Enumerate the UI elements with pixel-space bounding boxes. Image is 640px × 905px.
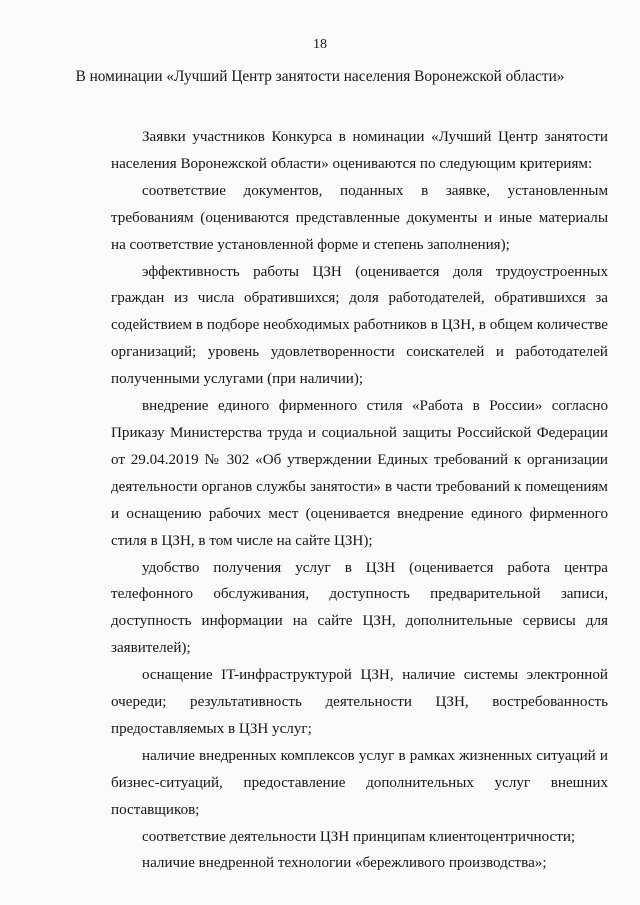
- page-number: 18: [313, 37, 327, 52]
- paragraph-criterion-lean-production: наличие внедренной технологии «бережливого производства»;: [142, 855, 547, 872]
- paragraph-criterion-client-centricity: соответствие деятельности ЦЗН принципам клиентоцентричности;: [142, 828, 576, 845]
- paragraph-criterion-it-infrastructure: оснащение IT-инфраструктурой ЦЗН, наличие системы электронной очереди; результативность деятельности ЦЗН, востребованность предоставляемых в ЦЗН услуг;: [111, 667, 608, 737]
- paragraph-criterion-documents: соответствие документов, поданных в заявке, установленным требованиям (оцениваются представленные документы и иные материалы на соответствие установленной форме и степень заполнения);: [111, 182, 608, 253]
- paragraph-criterion-efficiency: эффективность работы ЦЗН (оценивается доля трудоустроенных граждан из числа обратившихся; доля работодателей, обратившихся за содействием в подборе необходимых работников в ЦЗН, в общем количестве организаций; уровень удовлетворенности соискателей и работодателей полученными услугами (при наличии);: [111, 263, 608, 388]
- section-heading: В номинации «Лучший Центр занятости населения Воронежской области»: [75, 68, 565, 85]
- paragraph-criterion-service-packages: наличие внедренных комплексов услуг в рамках жизненных ситуаций и бизнес-ситуаций, предоставление дополнительных услуг внешних поставщиков;: [111, 747, 608, 818]
- paragraph-intro: Заявки участников Конкурса в номинации «Лучший Центр занятости населения Воронежской области» оцениваются по следующим критериям:: [111, 129, 608, 172]
- paragraph-criterion-corporate-style: внедрение единого фирменного стиля «Работа в России» согласно Приказу Министерства труда и социальной защиты Российской Федерации от 29.04.2019 № 302 «Об утверждении Единых требований к организации деятельности органов службы занятости» в части требований к помещениям и оснащению рабочих мест (оценивается внедрение единого фирменного стиля в ЦЗН, в том числе на сайте ЦЗН);: [111, 398, 608, 549]
- document-body: [111, 124, 608, 877]
- paragraph-criterion-convenience: удобство получения услуг в ЦЗН (оценивается работа центра телефонного обслуживания, доступность предварительной записи, доступность информации на сайте ЦЗН, дополнительные сервисы для заявителей);: [111, 559, 608, 657]
